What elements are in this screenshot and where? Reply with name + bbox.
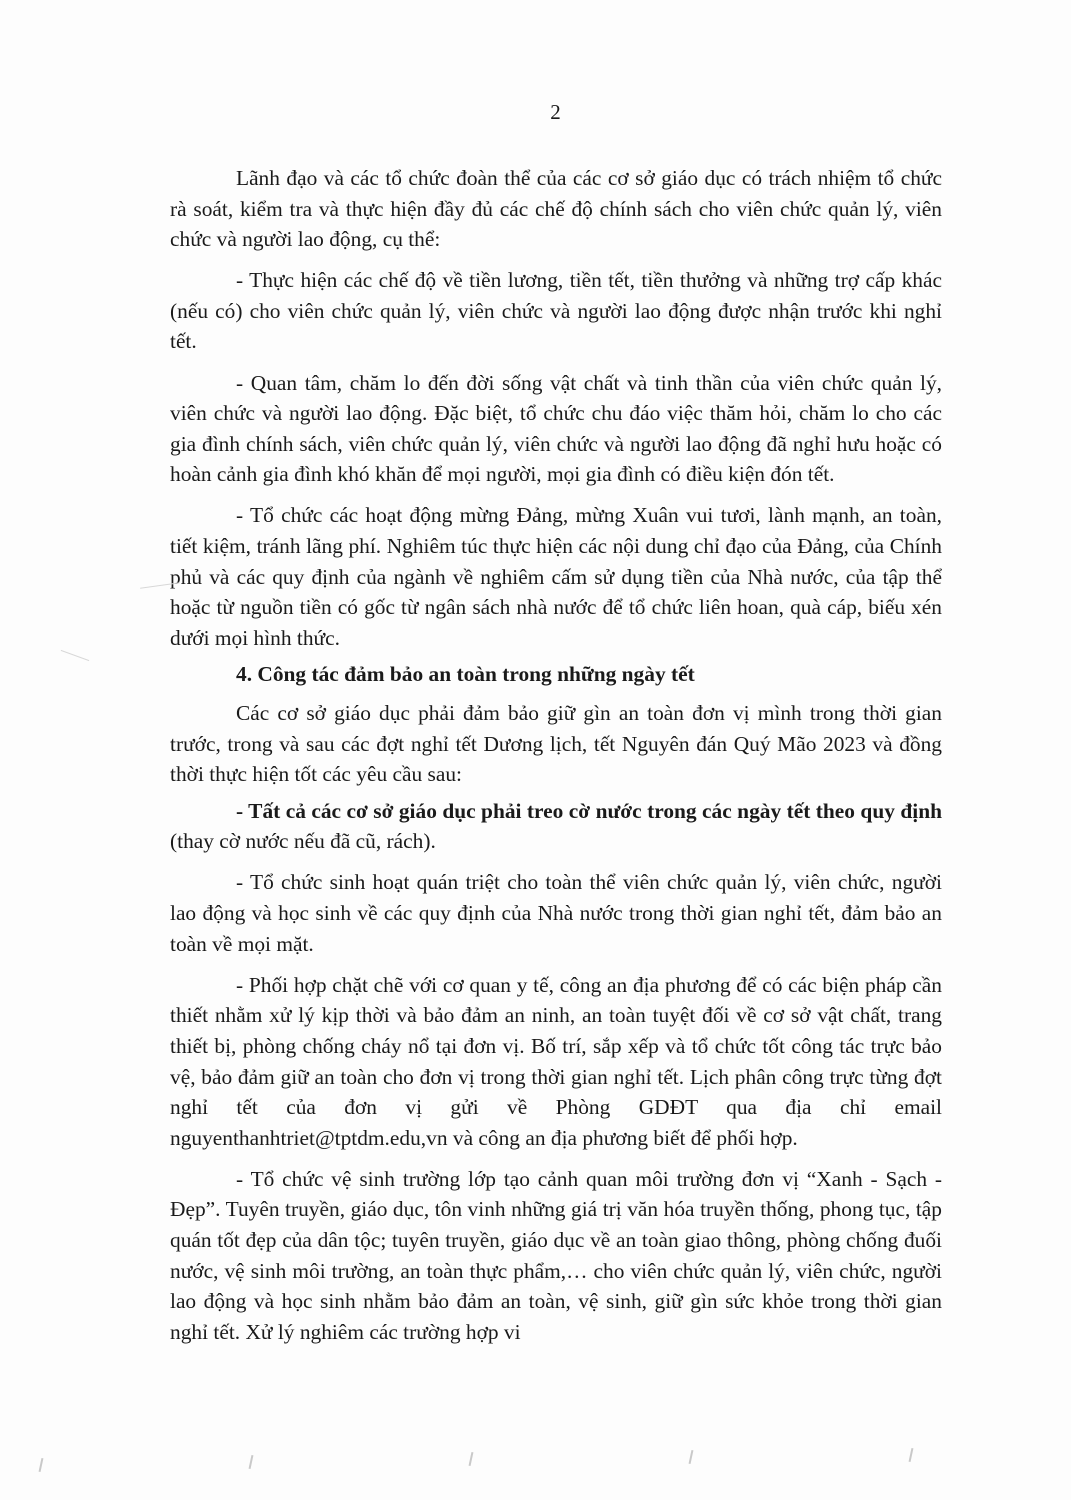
item-briefing: - Tổ chức sinh hoạt quán triệt cho toàn thể viên chức quản lý, viên chức, người lao động và học sinh về các quy định của Nhà nước trong thời gian nghỉ tết, đảm bảo an toàn về mọi mặt. bbox=[170, 870, 942, 956]
paragraph-salary: - Thực hiện các chế độ về tiền lương, tiền tết, tiền thưởng và những trợ cấp khác (nếu có) cho viên chức quản lý, viên chức và người lao động được nhận trước khi nghỉ tết. bbox=[170, 268, 942, 354]
scan-artifact-mark bbox=[909, 1448, 914, 1462]
flag-item-rest: (thay cờ nước nếu đã cũ, rách). bbox=[170, 829, 436, 854]
scan-artifact-mark bbox=[469, 1452, 474, 1466]
item-hygiene: - Tổ chức vệ sinh trường lớp tạo cảnh quan môi trường đơn vị “Xanh - Sạch - Đẹp”. Tuyên truyền, giáo dục, tôn vinh những giá trị văn hóa truyền thống, phong tục, tập quán tốt đẹp của dân tộc; tuyên truyền, giáo dục về an toàn giao thông, phòng chống đuối nước, vệ sinh môi trường, an toàn thực phẩm,… cho viên chức quản lý, viên chức, người lao động và học sinh nhằm bảo đảm an toàn, vệ sinh, giữ gìn sức khỏe trong thời gian nghỉ tết. Xử lý nghiêm các trường hợp vi bbox=[170, 1166, 942, 1344]
item-coordination: - Phối hợp chặt chẽ với cơ quan y tế, công an địa phương để có các biện pháp cần thiết nhằm xử lý kịp thời và bảo đảm an ninh, an toàn tuyệt đối về cơ sở vật chất, trang thiết bị, phòng chống cháy nổ tại đơn vị. Bố trí, sắp xếp và tổ chức tốt công tác trực bảo vệ, bảo đảm giữ an toàn cho đơn vị trong thời gian nghỉ tết. Lịch phân công trực từng đợt nghỉ tết của đơn vị gửi về Phòng GDĐT qua địa chỉ email nguyenthanhtriet@tptdm.edu,vn và công an địa phương biết để phối hợp. bbox=[170, 972, 942, 1150]
flag-item-bold: - Tất cả các cơ sở giáo dục phải treo cờ nước trong các ngày tết theo quy định bbox=[236, 798, 942, 823]
section-intro: Các cơ sở giáo dục phải đảm bảo giữ gìn an toàn đơn vị mình trong thời gian trước, trong và sau các đợt nghỉ tết Dương lịch, tết Nguyên đán Quý Mão 2023 và đồng thời thực hiện tốt các yêu cầu sau: bbox=[170, 701, 942, 787]
scan-artifact-mark bbox=[249, 1455, 254, 1469]
paragraph-celebration: - Tổ chức các hoạt động mừng Đảng, mừng Xuân vui tươi, lành mạnh, an toàn, tiết kiệm, tránh lãng phí. Nghiêm túc thực hiện các nội dung chỉ đạo của Đảng, của Chính phủ và các quy định của ngành về nghiêm cấm sử dụng tiền của Nhà nước, của tập thể hoặc từ nguồn tiền có gốc từ ngân sách nhà nước để tổ chức liên hoan, quà cáp, biếu xén dưới mọi hình thức. bbox=[170, 503, 942, 650]
paragraph-intro: Lãnh đạo và các tổ chức đoàn thể của các cơ sở giáo dục có trách nhiệm tổ chức rà soát, kiểm tra và thực hiện đầy đủ các chế độ chính sách cho viên chức quản lý, viên chức và người lao động, cụ thể: bbox=[170, 166, 942, 252]
section-heading: 4. Công tác đảm bảo an toàn trong những ngày tết bbox=[236, 662, 695, 687]
page-number: 2 bbox=[550, 100, 561, 124]
flag-item bbox=[170, 796, 942, 857]
scan-artifact-mark bbox=[689, 1450, 694, 1464]
document-body bbox=[170, 163, 942, 1358]
paragraph-care: - Quan tâm, chăm lo đến đời sống vật chất và tinh thần của viên chức quản lý, viên chức và người lao động. Đặc biệt, tổ chức chu đáo việc thăm hỏi, chăm lo cho các gia đình chính sách, viên chức quản lý, viên chức và người lao động đã nghỉ hưu hoặc có hoàn cảnh gia đình khó khăn để mọi người, mọi gia đình có điều kiện đón tết. bbox=[170, 370, 942, 487]
scan-artifact-line bbox=[61, 650, 90, 661]
scan-artifact-mark bbox=[39, 1458, 44, 1472]
